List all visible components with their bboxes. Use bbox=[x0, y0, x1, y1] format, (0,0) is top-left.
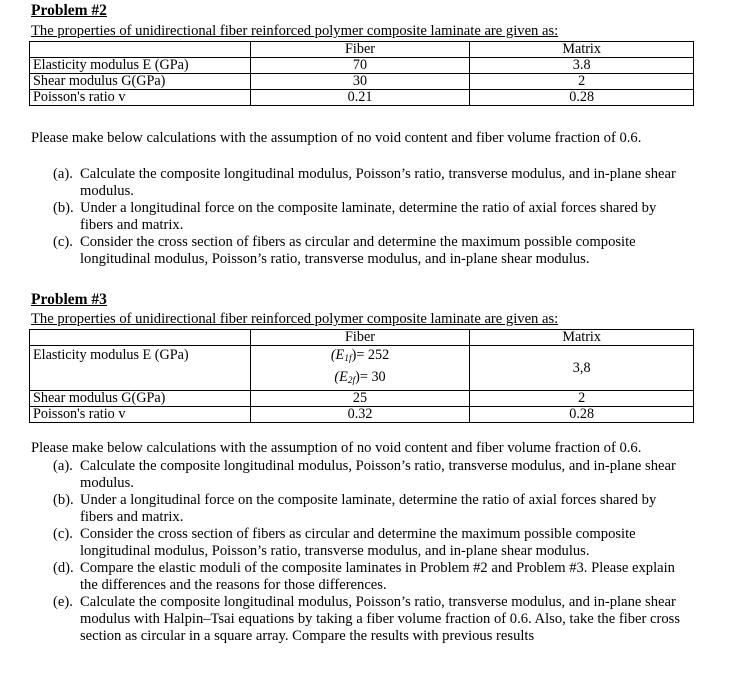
table-header-row bbox=[30, 42, 694, 58]
problem2-intro: The properties of unidirectional fiber reinforced polymer composite laminate are given as: bbox=[31, 23, 559, 39]
table-row bbox=[30, 346, 694, 391]
e1-symbol: (E bbox=[330, 347, 345, 363]
item-label: (a). bbox=[53, 166, 73, 182]
table-header-empty bbox=[30, 42, 251, 58]
item-text: Consider the cross section of fibers as circular and determine the maximum possible composite longitudinal modulus, Poisson’s ratio, transverse modulus, and in-plane shear modulus. bbox=[80, 234, 636, 267]
matrix-value: 2 bbox=[470, 74, 694, 90]
item-label: (d). bbox=[53, 560, 74, 576]
matrix-value: 0.28 bbox=[470, 90, 694, 106]
table-row bbox=[30, 90, 694, 106]
row-label: Poisson's ratio v bbox=[30, 407, 251, 423]
table-row bbox=[30, 407, 694, 423]
item-label: (c). bbox=[53, 526, 73, 542]
matrix-value: 0.28 bbox=[470, 407, 694, 423]
fiber-value bbox=[250, 346, 470, 391]
problem3-assumption: Please make below calculations with the assumption of no void content and fiber volume fraction of 0.6. bbox=[31, 440, 642, 456]
item-label: (b). bbox=[53, 492, 74, 508]
table-header-fiber: Fiber bbox=[250, 42, 470, 58]
fiber-e2-value bbox=[254, 368, 467, 390]
e2-subscript: 2f bbox=[347, 376, 356, 386]
fiber-value: 70 bbox=[250, 58, 470, 74]
table-row bbox=[30, 58, 694, 74]
problem2-title: Problem #2 bbox=[31, 2, 107, 19]
problem2-item-list bbox=[53, 166, 683, 268]
item-label: (c). bbox=[53, 234, 73, 250]
list-item bbox=[53, 200, 683, 234]
item-label: (a). bbox=[53, 458, 73, 474]
list-item bbox=[53, 234, 683, 268]
e2-number: )= 30 bbox=[355, 369, 386, 385]
row-label: Elasticity modulus E (GPa) bbox=[30, 58, 251, 74]
row-label: Poisson's ratio v bbox=[30, 90, 251, 106]
table-row bbox=[30, 74, 694, 90]
problem3-item-list bbox=[53, 458, 688, 645]
matrix-value: 3,8 bbox=[470, 346, 694, 391]
problem3-intro: The properties of unidirectional fiber reinforced polymer composite laminate are given as: bbox=[31, 311, 559, 327]
row-label: Shear modulus G(GPa) bbox=[30, 391, 251, 407]
problem2-assumption: Please make below calculations with the assumption of no void content and fiber volume fraction of 0.6. bbox=[31, 130, 642, 146]
e1-subscript: 1f bbox=[344, 354, 352, 364]
e1-number: )= 252 bbox=[351, 347, 390, 363]
item-text: Under a longitudinal force on the composite laminate, determine the ratio of axial forces shared by fibers and matrix. bbox=[80, 492, 657, 525]
list-item bbox=[53, 492, 688, 526]
fiber-value: 0.21 bbox=[250, 90, 470, 106]
item-text: Calculate the composite longitudinal modulus, Poisson’s ratio, transverse modulus, and in-plane shear modulus. bbox=[80, 458, 676, 491]
matrix-value: 2 bbox=[470, 391, 694, 407]
item-text: Under a longitudinal force on the composite laminate, determine the ratio of axial forces shared by fibers and matrix. bbox=[80, 200, 657, 233]
item-text: Compare the elastic moduli of the composite laminates in Problem #2 and Problem #3. Please explain the differences and the reasons for those differences. bbox=[80, 560, 675, 593]
matrix-value: 3.8 bbox=[470, 58, 694, 74]
problem3-title: Problem #3 bbox=[31, 291, 107, 308]
row-label: Elasticity modulus E (GPa) bbox=[30, 346, 251, 391]
e2-symbol: (E bbox=[334, 369, 348, 385]
table-header-fiber: Fiber bbox=[250, 330, 470, 346]
item-label: (e). bbox=[53, 594, 73, 610]
row-label: Shear modulus G(GPa) bbox=[30, 74, 251, 90]
item-text: Calculate the composite longitudinal modulus, Poisson’s ratio, transverse modulus, and in-plane shear modulus. bbox=[80, 166, 676, 199]
item-text: Calculate the composite longitudinal modulus, Poisson’s ratio, transverse modulus, and in-plane shear modulus with Halpin–Tsai equations by taking a fiber volume fraction of 0.6. Also, take the fiber cross section as circular in a square array. Compare the results with previous results bbox=[80, 594, 681, 644]
fiber-e1-value bbox=[254, 346, 467, 368]
fiber-value: 25 bbox=[250, 391, 470, 407]
fiber-value: 0.32 bbox=[250, 407, 470, 423]
table-row bbox=[30, 391, 694, 407]
problem3-properties-table bbox=[29, 329, 694, 423]
list-item bbox=[53, 458, 688, 492]
item-label: (b). bbox=[53, 200, 74, 216]
table-header-row bbox=[30, 330, 694, 346]
fiber-value: 30 bbox=[250, 74, 470, 90]
table-header-matrix: Matrix bbox=[470, 42, 694, 58]
problem2-properties-table bbox=[29, 41, 694, 106]
list-item bbox=[53, 560, 688, 594]
table-header-matrix: Matrix bbox=[470, 330, 694, 346]
table-header-empty bbox=[30, 330, 251, 346]
item-text: Consider the cross section of fibers as circular and determine the maximum possible composite longitudinal modulus, Poisson’s ratio, transverse modulus, and in-plane shear modulus. bbox=[80, 526, 636, 559]
list-item bbox=[53, 526, 688, 560]
list-item bbox=[53, 594, 688, 645]
list-item bbox=[53, 166, 683, 200]
